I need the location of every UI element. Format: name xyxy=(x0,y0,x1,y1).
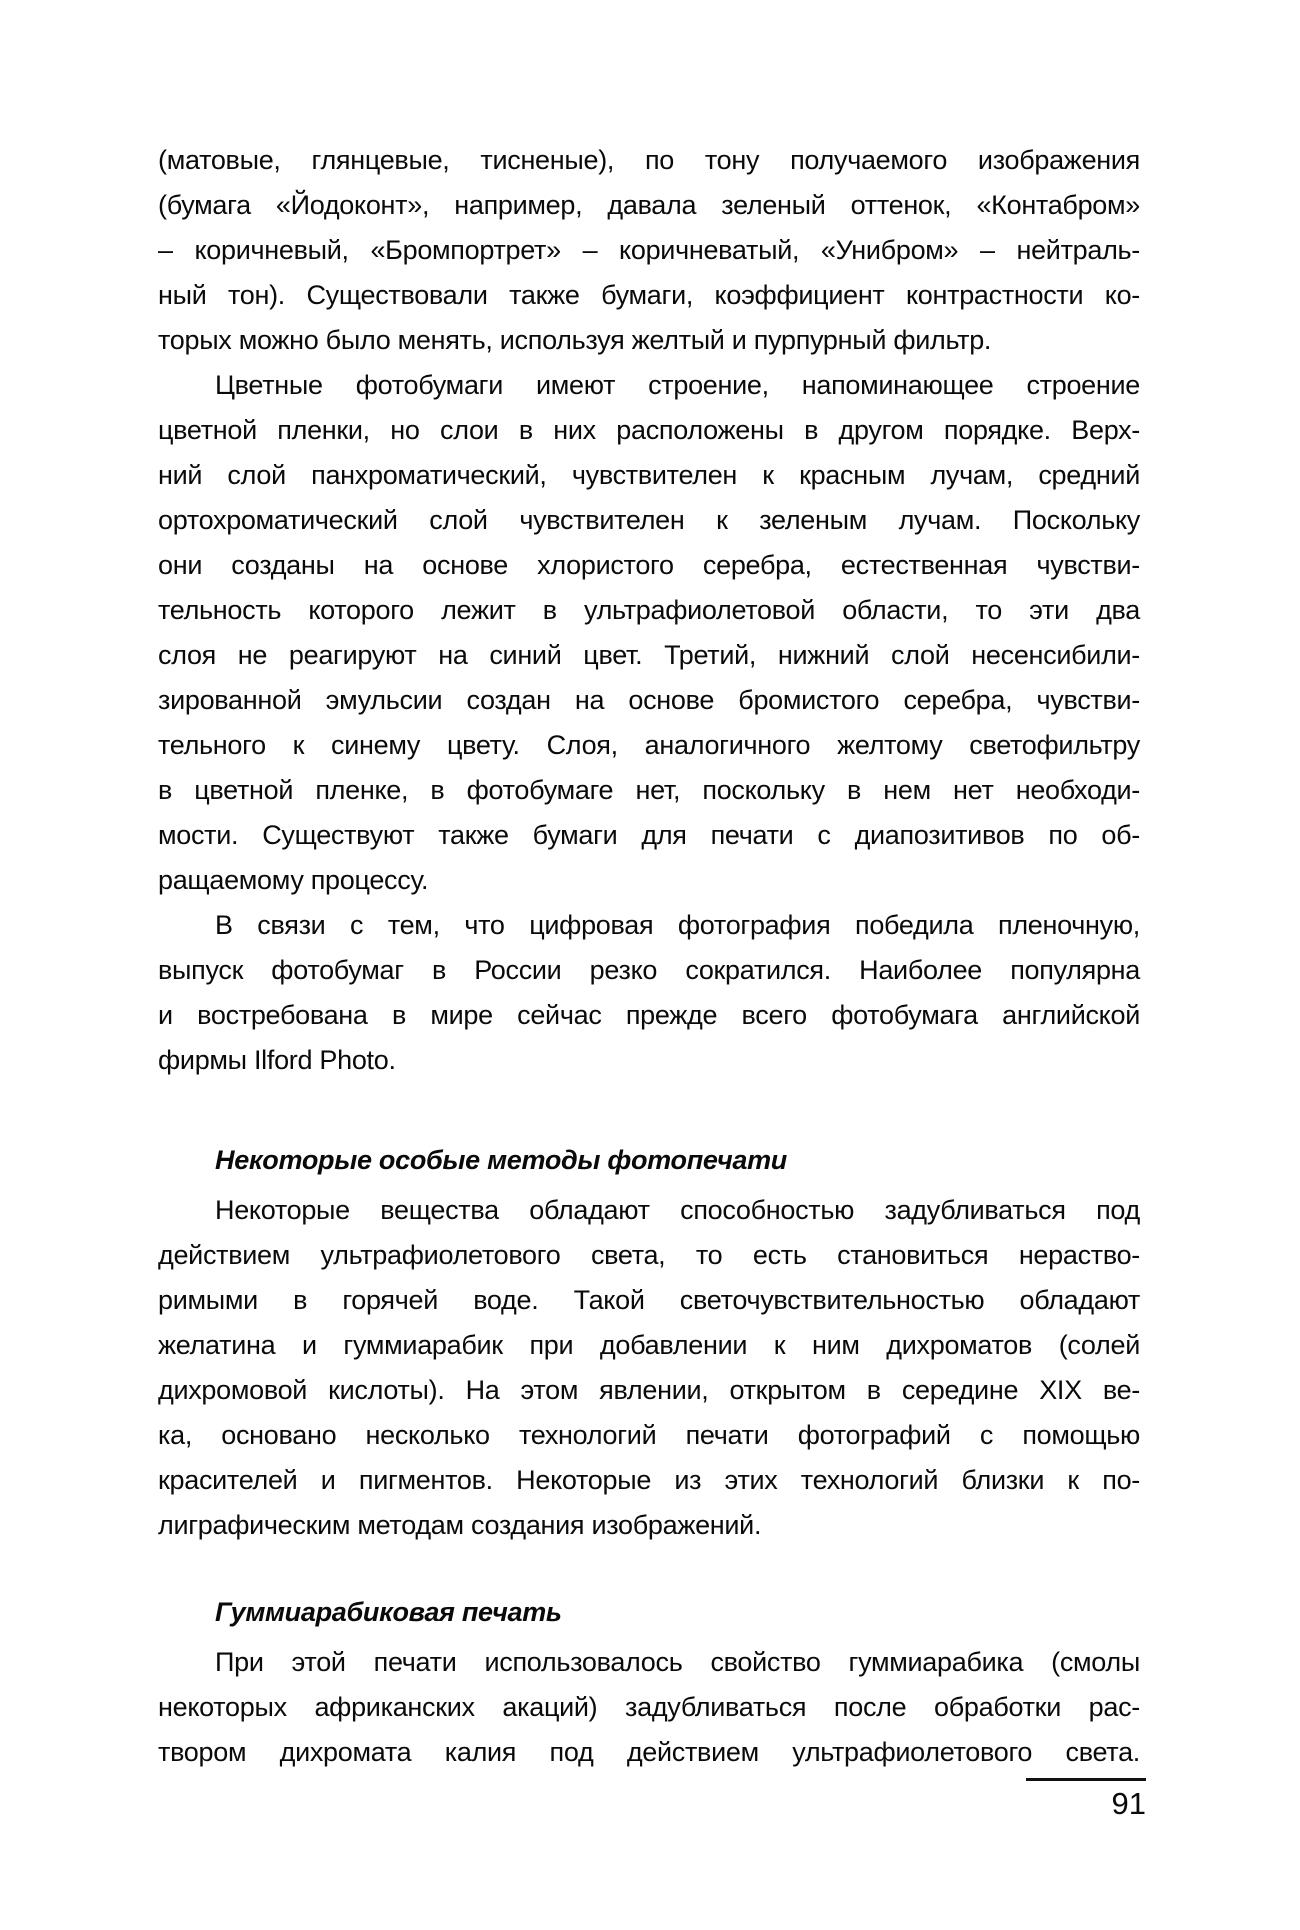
text-line: При этой печати использовалось свойство гуммиарабика (смолы xyxy=(215,1647,1140,1677)
text-line: фирмы Ilford Photo. xyxy=(158,1045,396,1075)
text-line: тельность которого лежит в ультрафиолетовой области, то эти два xyxy=(158,595,1140,625)
section-heading-photoprint-methods: Некоторые особые методы фотопечати xyxy=(215,1145,788,1175)
text-line: ортохроматический слой чувствителен к зеленым лучам. Поскольку xyxy=(158,505,1140,535)
text-column xyxy=(158,138,1140,1775)
text-line: выпуск фотобумаг в России резко сократился. Наиболее популярна xyxy=(158,955,1140,985)
text-line: желатина и гуммиарабик при добавлении к ним дихроматов (солей xyxy=(158,1330,1140,1360)
paragraph-5 xyxy=(158,1640,1140,1775)
text-line: ний слой панхроматический, чувствителен к красным лучам, средний xyxy=(158,460,1140,490)
text-line: В связи с тем, что цифровая фотография победила пленочную, xyxy=(215,910,1140,940)
text-line: Цветные фотобумаги имеют строение, напоминающее строение xyxy=(215,370,1140,400)
text-line: ный тон). Существовали также бумаги, коэффициент контрастности ко- xyxy=(158,280,1140,310)
text-line: в цветной пленке, в фотобумаге нет, поскольку в нем нет необходи- xyxy=(158,775,1140,805)
text-line: ращаемому процессу. xyxy=(158,865,429,895)
text-line: красителей и пигментов. Некоторые из этих технологий близки к по- xyxy=(158,1465,1140,1495)
text-line: – коричневый, «Бромпортрет» – коричневатый, «Унибром» – нейтраль- xyxy=(158,235,1140,265)
text-line: ка, основано несколько технологий печати фотографий с помощью xyxy=(158,1420,1140,1450)
page-number: 91 xyxy=(1111,1786,1146,1821)
text-line: лиграфическим методам создания изображений. xyxy=(158,1510,762,1540)
text-line: цветной пленки, но слои в них расположены в другом порядке. Верх- xyxy=(158,415,1140,445)
text-line: торых можно было менять, используя желтый и пурпурный фильтр. xyxy=(158,325,992,355)
paragraph-3 xyxy=(158,903,1140,1083)
text-line: дихромовой кислоты). На этом явлении, открытом в середине XIX ве- xyxy=(158,1375,1140,1405)
text-line: зированной эмульсии создан на основе бромистого серебра, чувстви- xyxy=(158,685,1140,715)
text-line: Некоторые вещества обладают способностью задубливаться под xyxy=(215,1195,1140,1225)
text-line: действием ультрафиолетового света, то есть становиться нераство- xyxy=(158,1240,1140,1270)
text-line: они созданы на основе хлористого серебра, естественная чувстви- xyxy=(158,550,1140,580)
text-line: римыми в горячей воде. Такой светочувствительностью обладают xyxy=(158,1285,1140,1315)
text-line: (матовые, глянцевые, тисненые), по тону получаемого изображения xyxy=(158,145,1140,175)
paragraph-4 xyxy=(158,1188,1140,1548)
footer-rule xyxy=(1026,1778,1146,1781)
text-line: (бумага «Йодоконт», например, давала зеленый оттенок, «Контабром» xyxy=(158,190,1140,220)
text-line: тельного к синему цвету. Слоя, аналогичного желтому светофильтру xyxy=(158,730,1140,760)
section-heading-gum-arabic-print: Гуммиарабиковая печать xyxy=(215,1597,562,1627)
paragraph-1 xyxy=(158,138,1140,363)
paragraph-2 xyxy=(158,363,1140,903)
text-line: слоя не реагируют на синий цвет. Третий, нижний слой несенсибили- xyxy=(158,640,1140,670)
text-line: твором дихромата калия под действием ультрафиолетового света. xyxy=(158,1737,1140,1767)
text-line: и востребована в мире сейчас прежде всего фотобумага английской xyxy=(158,1000,1140,1030)
text-line: некоторых африканских акаций) задубливаться после обработки рас- xyxy=(158,1692,1140,1722)
text-line: мости. Существуют также бумаги для печати с диапозитивов по об- xyxy=(158,820,1140,850)
